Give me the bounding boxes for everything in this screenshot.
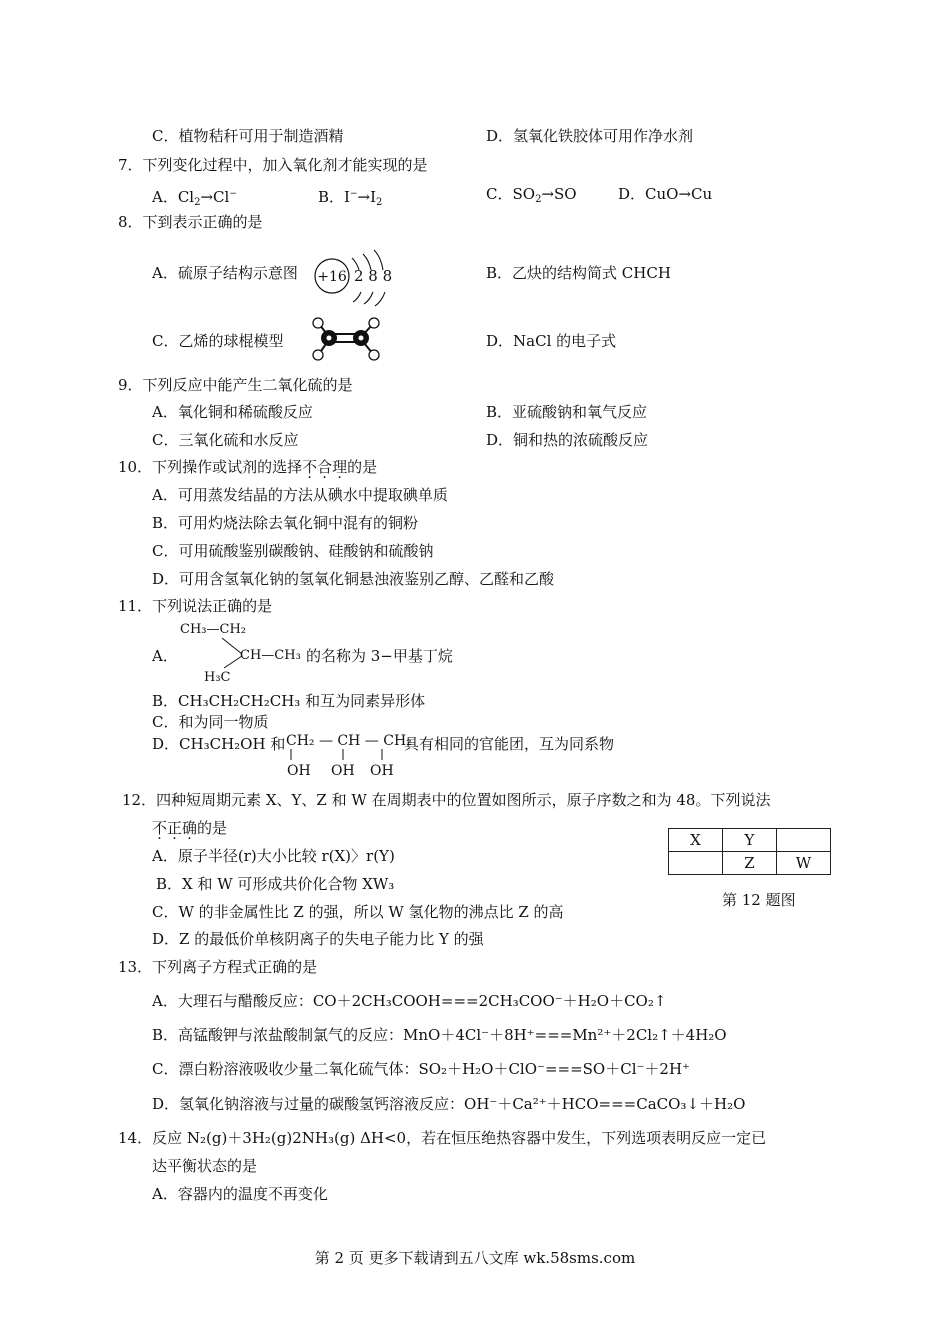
q10-option-c: C．可用硫酸鉴别碳酸钠、硅酸钠和硫酸钠 xyxy=(152,542,434,560)
q9-stem: 9．下列反应中能产生二氧化硫的是 xyxy=(118,376,353,394)
q11-option-c: C．和为同一物质 xyxy=(152,713,269,731)
q14-stem-line2: 达平衡状态的是 xyxy=(152,1157,258,1175)
q11-struct-mid: CH—CH₃ xyxy=(240,648,301,663)
q6-option-d: D．氢氧化铁胶体可用作净水剂 xyxy=(486,127,694,145)
q10-stem: 10．下列操作或试剂的选择不合理的是 xyxy=(118,458,378,476)
q14-stem-line1: 14．反应 N₂(g)＋3H₂(g)2NH₃(g) ΔH<0，若在恒压绝热容器中发生，下列选项表明反应一定已 xyxy=(118,1129,767,1147)
table-cell xyxy=(669,852,723,875)
q8-option-a: A．硫原子结构示意图 xyxy=(152,264,298,282)
q11-oh-3: OH xyxy=(370,763,394,779)
q7-stem: 7．下列变化过程中，加入氧化剂才能实现的是 xyxy=(118,156,428,174)
table-cell xyxy=(777,829,831,852)
q11-option-a-label: A． xyxy=(152,647,178,665)
periodic-position-table xyxy=(668,828,831,875)
q9-option-b: B．亚硫酸钠和氧气反应 xyxy=(486,403,648,421)
q10-option-b: B．可用灼烧法除去氧化铜中混有的铜粉 xyxy=(152,514,419,532)
q12-stem-line2: 不正确的是 xyxy=(152,819,228,837)
q9-option-a: A．氧化铜和稀硫酸反应 xyxy=(152,403,313,421)
table-cell: Z xyxy=(723,852,777,875)
q11-glycerol-chain: CH₂ — CH — CH₂ xyxy=(286,733,412,749)
table-row xyxy=(669,829,831,852)
q13-option-d: D．氢氧化钠溶液与过量的碳酸氢钙溶液反应：OH⁻＋Ca²⁺＋HCO===CaCO₃↓＋H₂O xyxy=(152,1095,746,1113)
q6-option-c: C．植物秸秆可用于制造酒精 xyxy=(152,127,344,145)
q11-option-a-text: 的名称为 3−甲基丁烷 xyxy=(306,647,453,665)
q7-option-c: C．$SO_2\to SO$ xyxy=(486,185,577,205)
ethylene-ball-stick-model xyxy=(306,316,386,364)
q12-stem-line1: 12．四种短周期元素 X、Y、Z 和 W 在周期表中的位置如图所示，原子序数之和为 48。下列说法 xyxy=(122,791,771,809)
q11-oh-2: OH xyxy=(331,763,355,779)
q13-stem: 13．下列离子方程式正确的是 xyxy=(118,958,318,976)
q13-option-c: C．漂白粉溶液吸收少量二氧化硫气体：SO₂＋H₂O＋ClO⁻===SO＋Cl⁻＋2H⁺ xyxy=(152,1060,690,1078)
q11-struct-bonds xyxy=(218,636,248,670)
q11-glycerol-bonds xyxy=(286,748,406,762)
q12-option-c: C．W 的非金属性比 Z 的强，所以 W 氢化物的沸点比 Z 的高 xyxy=(152,903,564,921)
table-row xyxy=(669,852,831,875)
q11-stem: 11．下列说法正确的是 xyxy=(118,597,273,615)
sulfur-atom-diagram xyxy=(308,246,398,308)
q11-option-d-pre: D．CH₃CH₂OH 和 xyxy=(152,735,286,753)
q12-option-b: B．X 和 W 可形成共价化合物 XW₃ xyxy=(156,875,395,893)
q7-option-a: A．$Cl_2\to Cl^-$ xyxy=(152,188,237,208)
table-cell: X xyxy=(669,829,723,852)
q12-figure-caption: 第 12 题图 xyxy=(722,891,796,909)
q8-option-d: D．NaCl 的电子式 xyxy=(486,332,617,350)
shell-electrons: 2 8 8 xyxy=(354,267,393,285)
q11-oh-1: OH xyxy=(287,763,311,779)
q11-struct-top: CH₃—CH₂ xyxy=(180,622,246,637)
q9-option-d: D．铜和热的浓硫酸反应 xyxy=(486,431,649,449)
q8-stem: 8．下到表示正确的是 xyxy=(118,213,263,231)
q10-option-d: D．可用含氢氧化钠的氢氧化铜悬浊液鉴别乙醇、乙醛和乙酸 xyxy=(152,570,555,588)
q11-struct-bot: H₃C xyxy=(204,670,231,685)
q11-option-d-post: 具有相同的官能团，互为同系物 xyxy=(404,735,615,753)
q8-option-c: C．乙烯的球棍模型 xyxy=(152,332,284,350)
table-cell: W xyxy=(777,852,831,875)
q12-option-a: A．原子半径(r)大小比较 r(X)〉r(Y) xyxy=(152,847,395,865)
q7-option-d: D．CuO→Cu xyxy=(618,185,713,203)
nucleus-label: +16 xyxy=(317,269,347,285)
q10-option-a: A．可用蒸发结晶的方法从碘水中提取碘单质 xyxy=(152,486,448,504)
q7-option-b: B．$I^-\to I_2$ xyxy=(318,188,383,208)
q8-option-b: B．乙炔的结构简式 CHCH xyxy=(486,264,671,282)
table-cell: Y xyxy=(723,829,777,852)
q13-option-b: B．高锰酸钾与浓盐酸制氯气的反应：MnO＋4Cl⁻＋8H⁺===Mn²⁺＋2Cl₂↑＋4H₂O xyxy=(152,1026,727,1044)
q13-option-a: A．大理石与醋酸反应：CO＋2CH₃COOH===2CH₃COO⁻＋H₂O＋CO₂↑ xyxy=(152,992,667,1010)
q14-option-a: A．容器内的温度不再变化 xyxy=(152,1185,328,1203)
page-footer: 第 2 页 更多下载请到五八文库 wk.58sms.com xyxy=(314,1249,636,1267)
q12-option-d: D．Z 的最低价单核阴离子的失电子能力比 Y 的强 xyxy=(152,930,484,948)
q11-option-b: B．CH₃CH₂CH₂CH₃ 和互为同素异形体 xyxy=(152,692,426,710)
q9-option-c: C．三氧化硫和水反应 xyxy=(152,431,299,449)
